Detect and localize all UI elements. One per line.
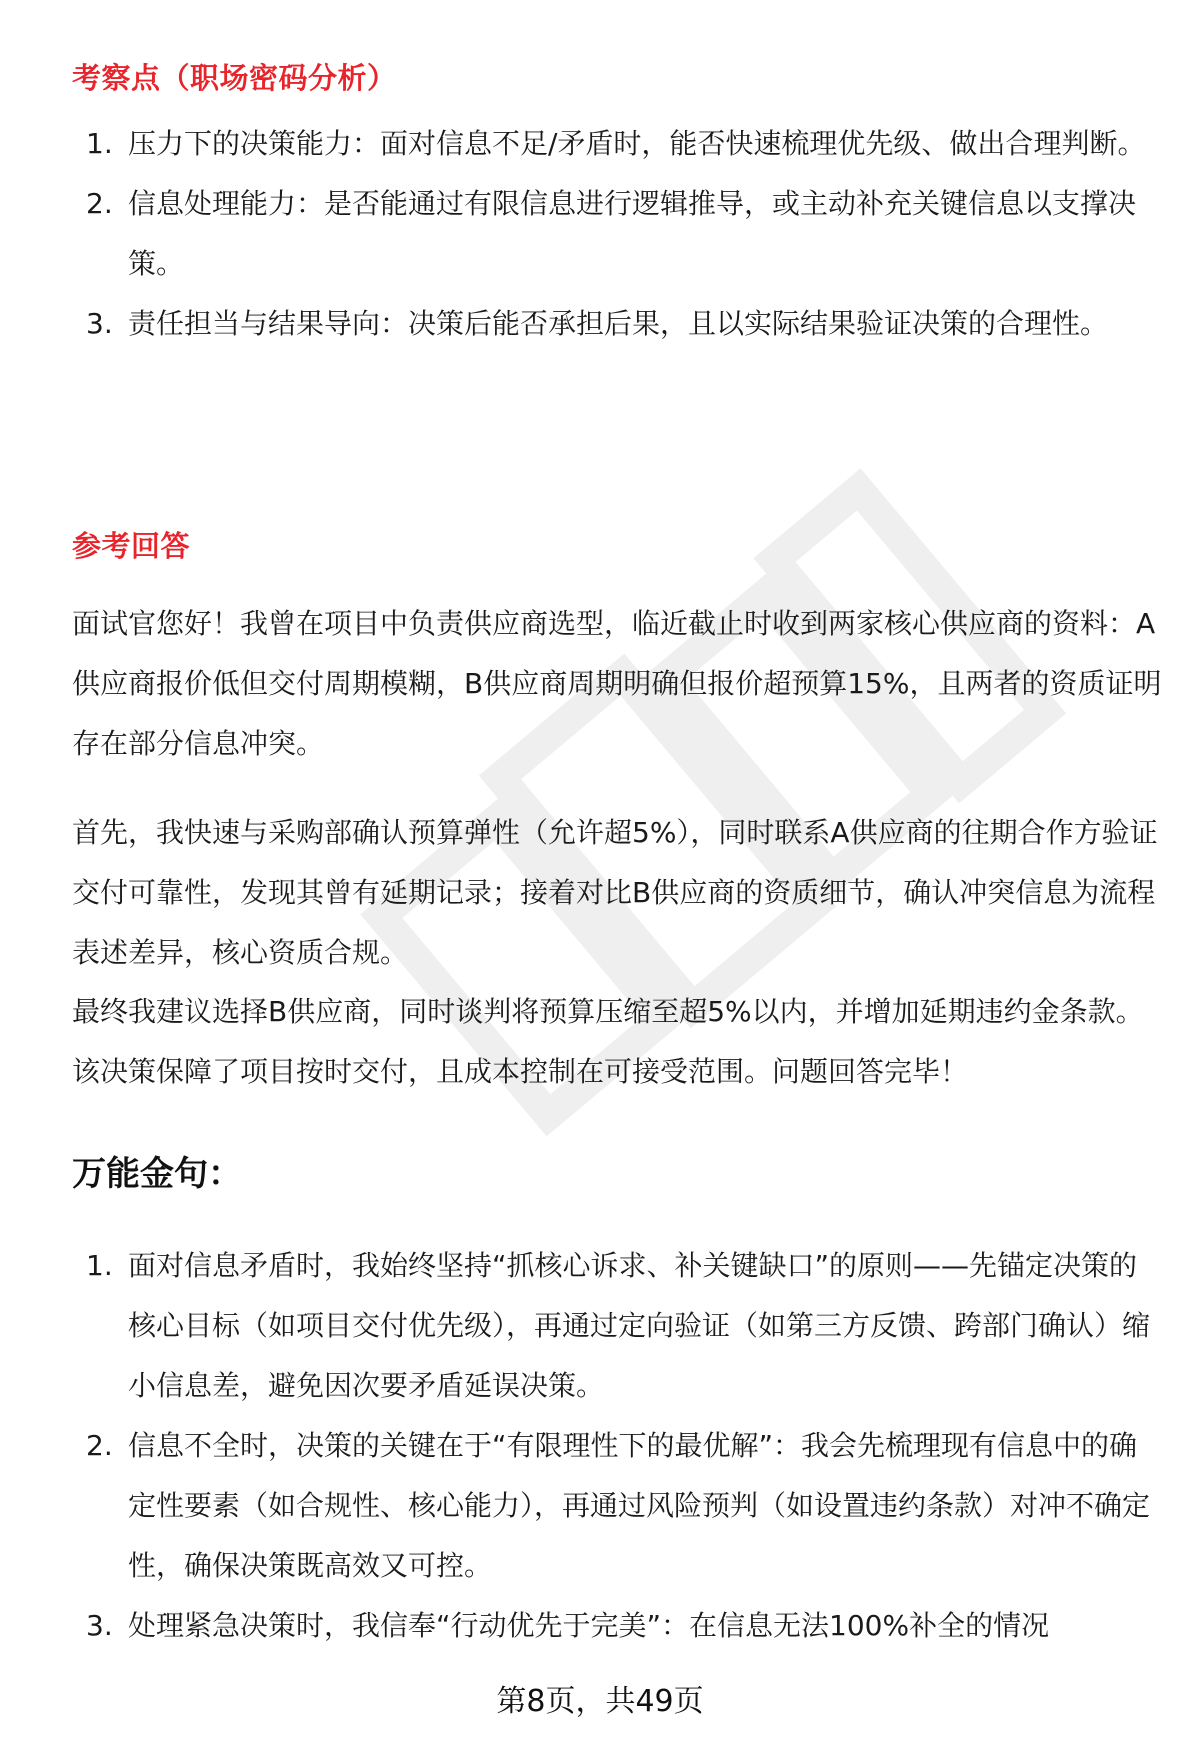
list-item: 3. 处理紧急决策时，我信奉“行动优先于完美”：在信息无法100%补全的情况: [86, 1609, 1050, 1642]
answer-paragraph: 首先，我快速与采购部确认预算弹性（允许超5%），同时联系A供应商的往期合作方验证交付可靠性，发现其曾有延期记录；接着对比B供应商的资质细节，确认冲突信息为流程表述差异，核心资质合规。: [72, 816, 1158, 969]
section-title-assessment: 考察点（职场密码分析）: [72, 61, 397, 95]
list-item: 1. 压力下的决策能力：面对信息不足/矛盾时，能否快速梳理优先级、做出合理判断。: [86, 127, 1146, 160]
answer-paragraph: 最终我建议选择B供应商，同时谈判将预算压缩至超5%以内，并增加延期违约金条款。该决策保障了项目按时交付，且成本控制在可接受范围。问题回答完毕！: [72, 995, 1144, 1088]
section-title-reference-answer: 参考回答: [72, 529, 191, 563]
list-item: 3. 责任担当与结果导向：决策后能否承担后果，且以实际结果验证决策的合理性。: [86, 307, 1109, 340]
answer-paragraph: 面试官您好！我曾在项目中负责供应商选型，临近截止时收到两家核心供应商的资料：A供应商报价低但交付周期模糊，B供应商周期明确但报价超预算15%，且两者的资质证明存在部分信息冲突。: [72, 607, 1162, 760]
assessment-list: [72, 114, 1162, 354]
section-title-golden-phrases: 万能金句：: [72, 1154, 242, 1194]
list-item: 2. 信息处理能力：是否能通过有限信息进行逻辑推导，或主动补充关键信息以支撑决策。: [86, 187, 1137, 280]
golden-phrases-list: [72, 1236, 1162, 1656]
list-item: 1. 面对信息矛盾时，我始终坚持“抓核心诉求、补关键缺口”的原则——先锚定决策的核心目标（如项目交付优先级），再通过定向验证（如第三方反馈、跨部门确认）缩小信息差，避免因次要矛盾延误决策。: [86, 1249, 1151, 1402]
page-number-footer: 第8页，共49页: [496, 1684, 704, 1719]
list-item: 2. 信息不全时，决策的关键在于“有限理性下的最优解”：我会先梳理现有信息中的确定性要素（如合规性、核心能力），再通过风险预判（如设置违约条款）对冲不确定性，确保决策既高效又可控。: [86, 1429, 1151, 1582]
